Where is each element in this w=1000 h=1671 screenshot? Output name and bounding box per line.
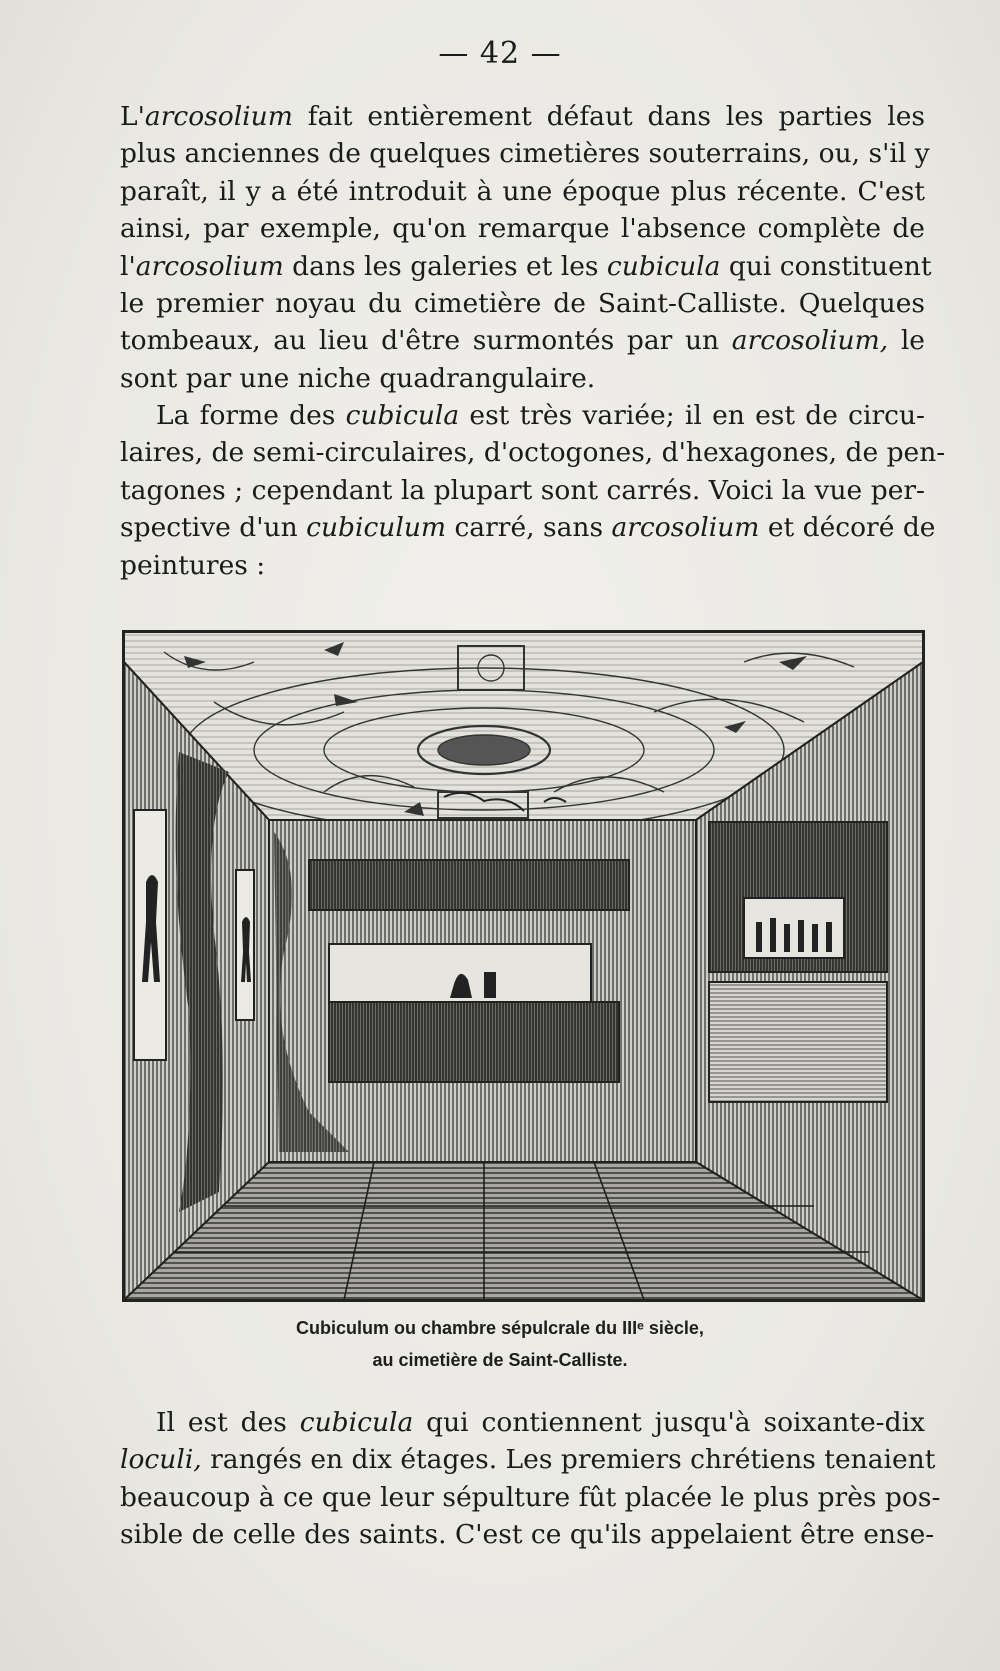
text-line: [120, 547, 925, 584]
text-run: La forme des: [156, 400, 346, 431]
text-line: [120, 98, 925, 135]
italic-term: cubicula: [606, 250, 721, 282]
text-run: plus anciennes de quelques cimetières souterrains, ou, s'il y: [120, 138, 930, 170]
text-run: beaucoup à ce que leur sépulture fût placée le plus près pos-: [120, 1481, 941, 1513]
text-line: [120, 472, 925, 509]
text-line: [120, 248, 932, 285]
text-run: est très variée; il en est de circu-: [459, 400, 925, 431]
back-wall-sarcophagus: [329, 1002, 619, 1082]
text-run: le premier noyau du cimetière de Saint-Calliste. Quelques: [120, 288, 925, 320]
text-run: tagones ; cependant la plupart sont carrés. Voici la vue per-: [120, 474, 925, 506]
text-run: Il est des: [156, 1407, 300, 1438]
text-line: [120, 1441, 936, 1478]
italic-term: arcosolium,: [731, 325, 889, 357]
figure-caption-line-2: au cimetière de Saint-Calliste.: [372, 1350, 628, 1370]
italic-term: arcosolium: [144, 101, 293, 132]
text-line: [120, 285, 925, 322]
text-run: fait entièrement défaut dans les parties les: [292, 101, 925, 132]
text-line: [120, 509, 936, 546]
right-wall-tomb: [709, 982, 887, 1102]
page-number: — 42 —: [438, 36, 562, 71]
italic-term: cubicula: [345, 400, 460, 431]
text-run: peintures :: [120, 549, 266, 581]
paragraph-arcosolium: [120, 98, 932, 397]
text-line: [120, 360, 925, 397]
text-run: sont par une niche quadrangulaire.: [120, 362, 596, 394]
back-wall-cornice: [309, 860, 629, 910]
cubiculum-engraving: [122, 630, 925, 1302]
italic-term: cubicula: [299, 1407, 414, 1438]
text-run: paraît, il y a été introduit à une époque plus récente. C'est: [120, 175, 925, 207]
text-run: le: [888, 325, 925, 357]
text-run: sible de celle des saints. C'est ce qu'ils appelaient être ense-: [120, 1519, 935, 1551]
text-line: [120, 210, 925, 247]
text-run: tombeaux, au lieu d'être surmontés par un: [120, 325, 732, 357]
italic-term: cubiculum: [306, 512, 447, 544]
text-run: et décoré de: [759, 512, 936, 544]
text-line: [120, 173, 925, 210]
text-line: [120, 322, 925, 359]
text-line: [120, 397, 925, 434]
italic-term: arcosolium: [135, 250, 284, 282]
text-run: qui constituent: [720, 250, 932, 282]
text-run: spective d'un: [120, 512, 307, 544]
text-run: l': [120, 250, 136, 282]
text-line: [120, 1404, 925, 1441]
italic-term: arcosolium: [611, 512, 760, 544]
text-line: [120, 135, 930, 172]
text-run: laires, de semi-circulaires, d'octogones, d'hexagones, de pen-: [120, 437, 946, 469]
cubiculum-illustration: [124, 632, 923, 1300]
text-line: [120, 1516, 935, 1553]
text-run: L': [120, 101, 145, 132]
text-run: qui contiennent jusqu'à soixante-dix: [413, 1407, 925, 1438]
text-run: carré, sans: [446, 512, 612, 544]
paragraph-cubicula-forms: [120, 397, 946, 584]
italic-term: loculi,: [120, 1444, 202, 1476]
figure-caption-line-1: Cubiculum ou chambre sépulcrale du IIIᵉ siècle,: [296, 1318, 704, 1338]
text-run: dans les galeries et les: [283, 250, 607, 282]
paragraph-loculi: [120, 1404, 941, 1554]
text-run: rangés en dix étages. Les premiers chrétiens tenaient: [201, 1444, 936, 1476]
text-line: [120, 1479, 941, 1516]
text-line: [120, 434, 946, 471]
text-run: ainsi, par exemple, qu'on remarque l'absence complète de: [120, 213, 925, 245]
